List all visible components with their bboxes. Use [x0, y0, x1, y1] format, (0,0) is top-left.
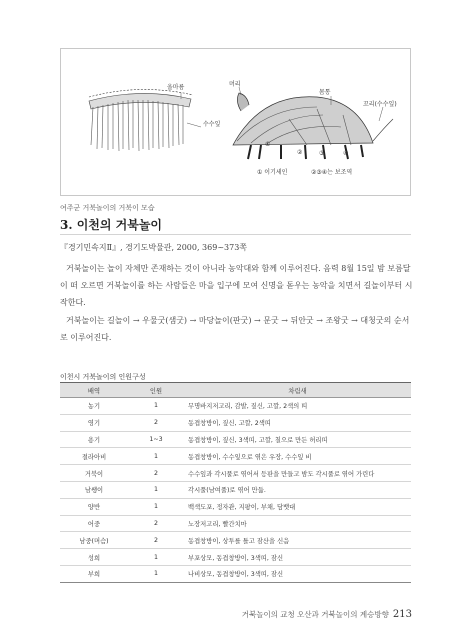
label-straw: 올마름: [167, 84, 185, 91]
table-row: [60, 515, 411, 532]
page-footer: [242, 609, 412, 620]
role-cell: 성희: [60, 549, 128, 566]
table-row: [60, 549, 411, 566]
attire-cell: 수수잎과 각시풀로 엮어서 등판을 만들고 밤도 각시풀로 엮어 가린다: [184, 465, 411, 482]
count-cell: 1: [128, 398, 184, 415]
header-attire: 차림새: [184, 383, 411, 398]
straw-body-drawing: [89, 89, 193, 151]
role-cell: 거북이: [60, 465, 128, 482]
label-head: 머리: [229, 81, 241, 88]
attire-cell: 동겹창방이, 짚신, 고깔, 2색띠: [184, 414, 411, 431]
table-header-row: [60, 383, 411, 398]
table-row: [60, 448, 411, 465]
role-cell: 부희: [60, 565, 128, 582]
count-cell: 1: [128, 549, 184, 566]
table-row: [60, 398, 411, 415]
label-n1: ①: [265, 141, 271, 148]
attire-cell: 노장저고리, 빨간치마: [184, 515, 411, 532]
label-n2: ②: [297, 149, 303, 156]
header-role: 배역: [60, 383, 128, 398]
section-divider: [60, 234, 411, 235]
section-title: 3. 이천의 거북놀이: [60, 218, 163, 232]
source-citation: 『경기민속지Ⅱ』, 경기도박물관, 2000, 369~373쪽: [60, 243, 248, 252]
table-row: [60, 498, 411, 515]
page-number: 213: [392, 609, 412, 620]
count-cell: 2: [128, 414, 184, 431]
role-cell: 어중: [60, 515, 128, 532]
running-title: 거북놀이의 교청 오산과 거북놀이의 계승방향: [241, 610, 389, 619]
attire-cell: 동겹창방이, 상투를 틀고 잠산을 신음: [184, 532, 411, 549]
attire-cell: 동겹창방이, 짚신, 3색띠, 고깔, 칠으로 만든 허리띠: [184, 431, 411, 448]
table-row: [60, 565, 411, 582]
attire-cell: 백색도포, 정자관, 지팡이, 부채, 담뱃대: [184, 498, 411, 515]
paragraph-2: 거북놀이는 길놀이 → 우물굿(샘굿) → 마당놀이(판굿) → 문굿 → 뒤안굿 → 조왕굿 → 대청굿의 순서로 이루어진다.: [60, 316, 410, 342]
table-row: [60, 465, 411, 482]
attire-cell: 동겹창방이, 수수잎으로 엮은 우장, 수수잎 비: [184, 448, 411, 465]
role-cell: 남쌩이: [60, 481, 128, 498]
attire-cell: 무명바지저고리, 감발, 짚신, 고깔, 2색의 띠: [184, 398, 411, 415]
count-cell: 2: [128, 532, 184, 549]
turtle-illustration: [61, 49, 412, 197]
header-count: 인원: [128, 383, 184, 398]
role-cell: 남중(머슴): [60, 532, 128, 549]
count-cell: 2: [128, 515, 184, 532]
count-cell: 1: [128, 498, 184, 515]
turtle-figure: [60, 48, 411, 196]
role-cell: 양반: [60, 498, 128, 515]
table-row: [60, 431, 411, 448]
table-title: 이천시 거북놀이의 인원구성: [60, 373, 146, 381]
legend-support: ②③④는 보조역: [311, 169, 353, 176]
attire-cell: 부포상모, 동겹창방이, 3색띠, 잠신: [184, 549, 411, 566]
count-cell: 1: [128, 565, 184, 582]
attire-cell: 나비상모, 동겹창방이, 3색띠, 잠신: [184, 565, 411, 582]
label-leaves: 수수잎: [203, 121, 221, 128]
role-cell: 영기: [60, 414, 128, 431]
label-n3: ③: [319, 150, 325, 157]
role-cell: 절라아비: [60, 448, 128, 465]
legend-lead: ① 이기세인: [257, 169, 288, 176]
role-cell: 농기: [60, 398, 128, 415]
paragraph-1: 거북놀이는 놀이 자체만 존재하는 것이 아니라 농악대와 함께 이루어진다. 음력 8월 15일 밤 보름달이 떠 오르면 거북놀이를 하는 사람들은 마을 입구에 모여 신명을 돋우는 농악을 치면서 길놀이부터 시작한다.: [60, 264, 413, 307]
table-row: [60, 414, 411, 431]
label-tail: 꼬리(수수잎): [363, 101, 397, 108]
label-n4: ④: [343, 150, 349, 157]
label-back: 몸통: [319, 89, 331, 96]
roles-table: [60, 382, 411, 583]
count-cell: 1: [128, 448, 184, 465]
count-cell: 1: [128, 481, 184, 498]
attire-cell: 각시풀(남여풀)로 엮어 만듦.: [184, 481, 411, 498]
count-cell: 1~3: [128, 431, 184, 448]
figure-caption: 여주군 거북놀이의 거북이 모습: [60, 204, 155, 212]
role-cell: 용기: [60, 431, 128, 448]
table-row: [60, 532, 411, 549]
table-row: [60, 481, 411, 498]
count-cell: 2: [128, 465, 184, 482]
